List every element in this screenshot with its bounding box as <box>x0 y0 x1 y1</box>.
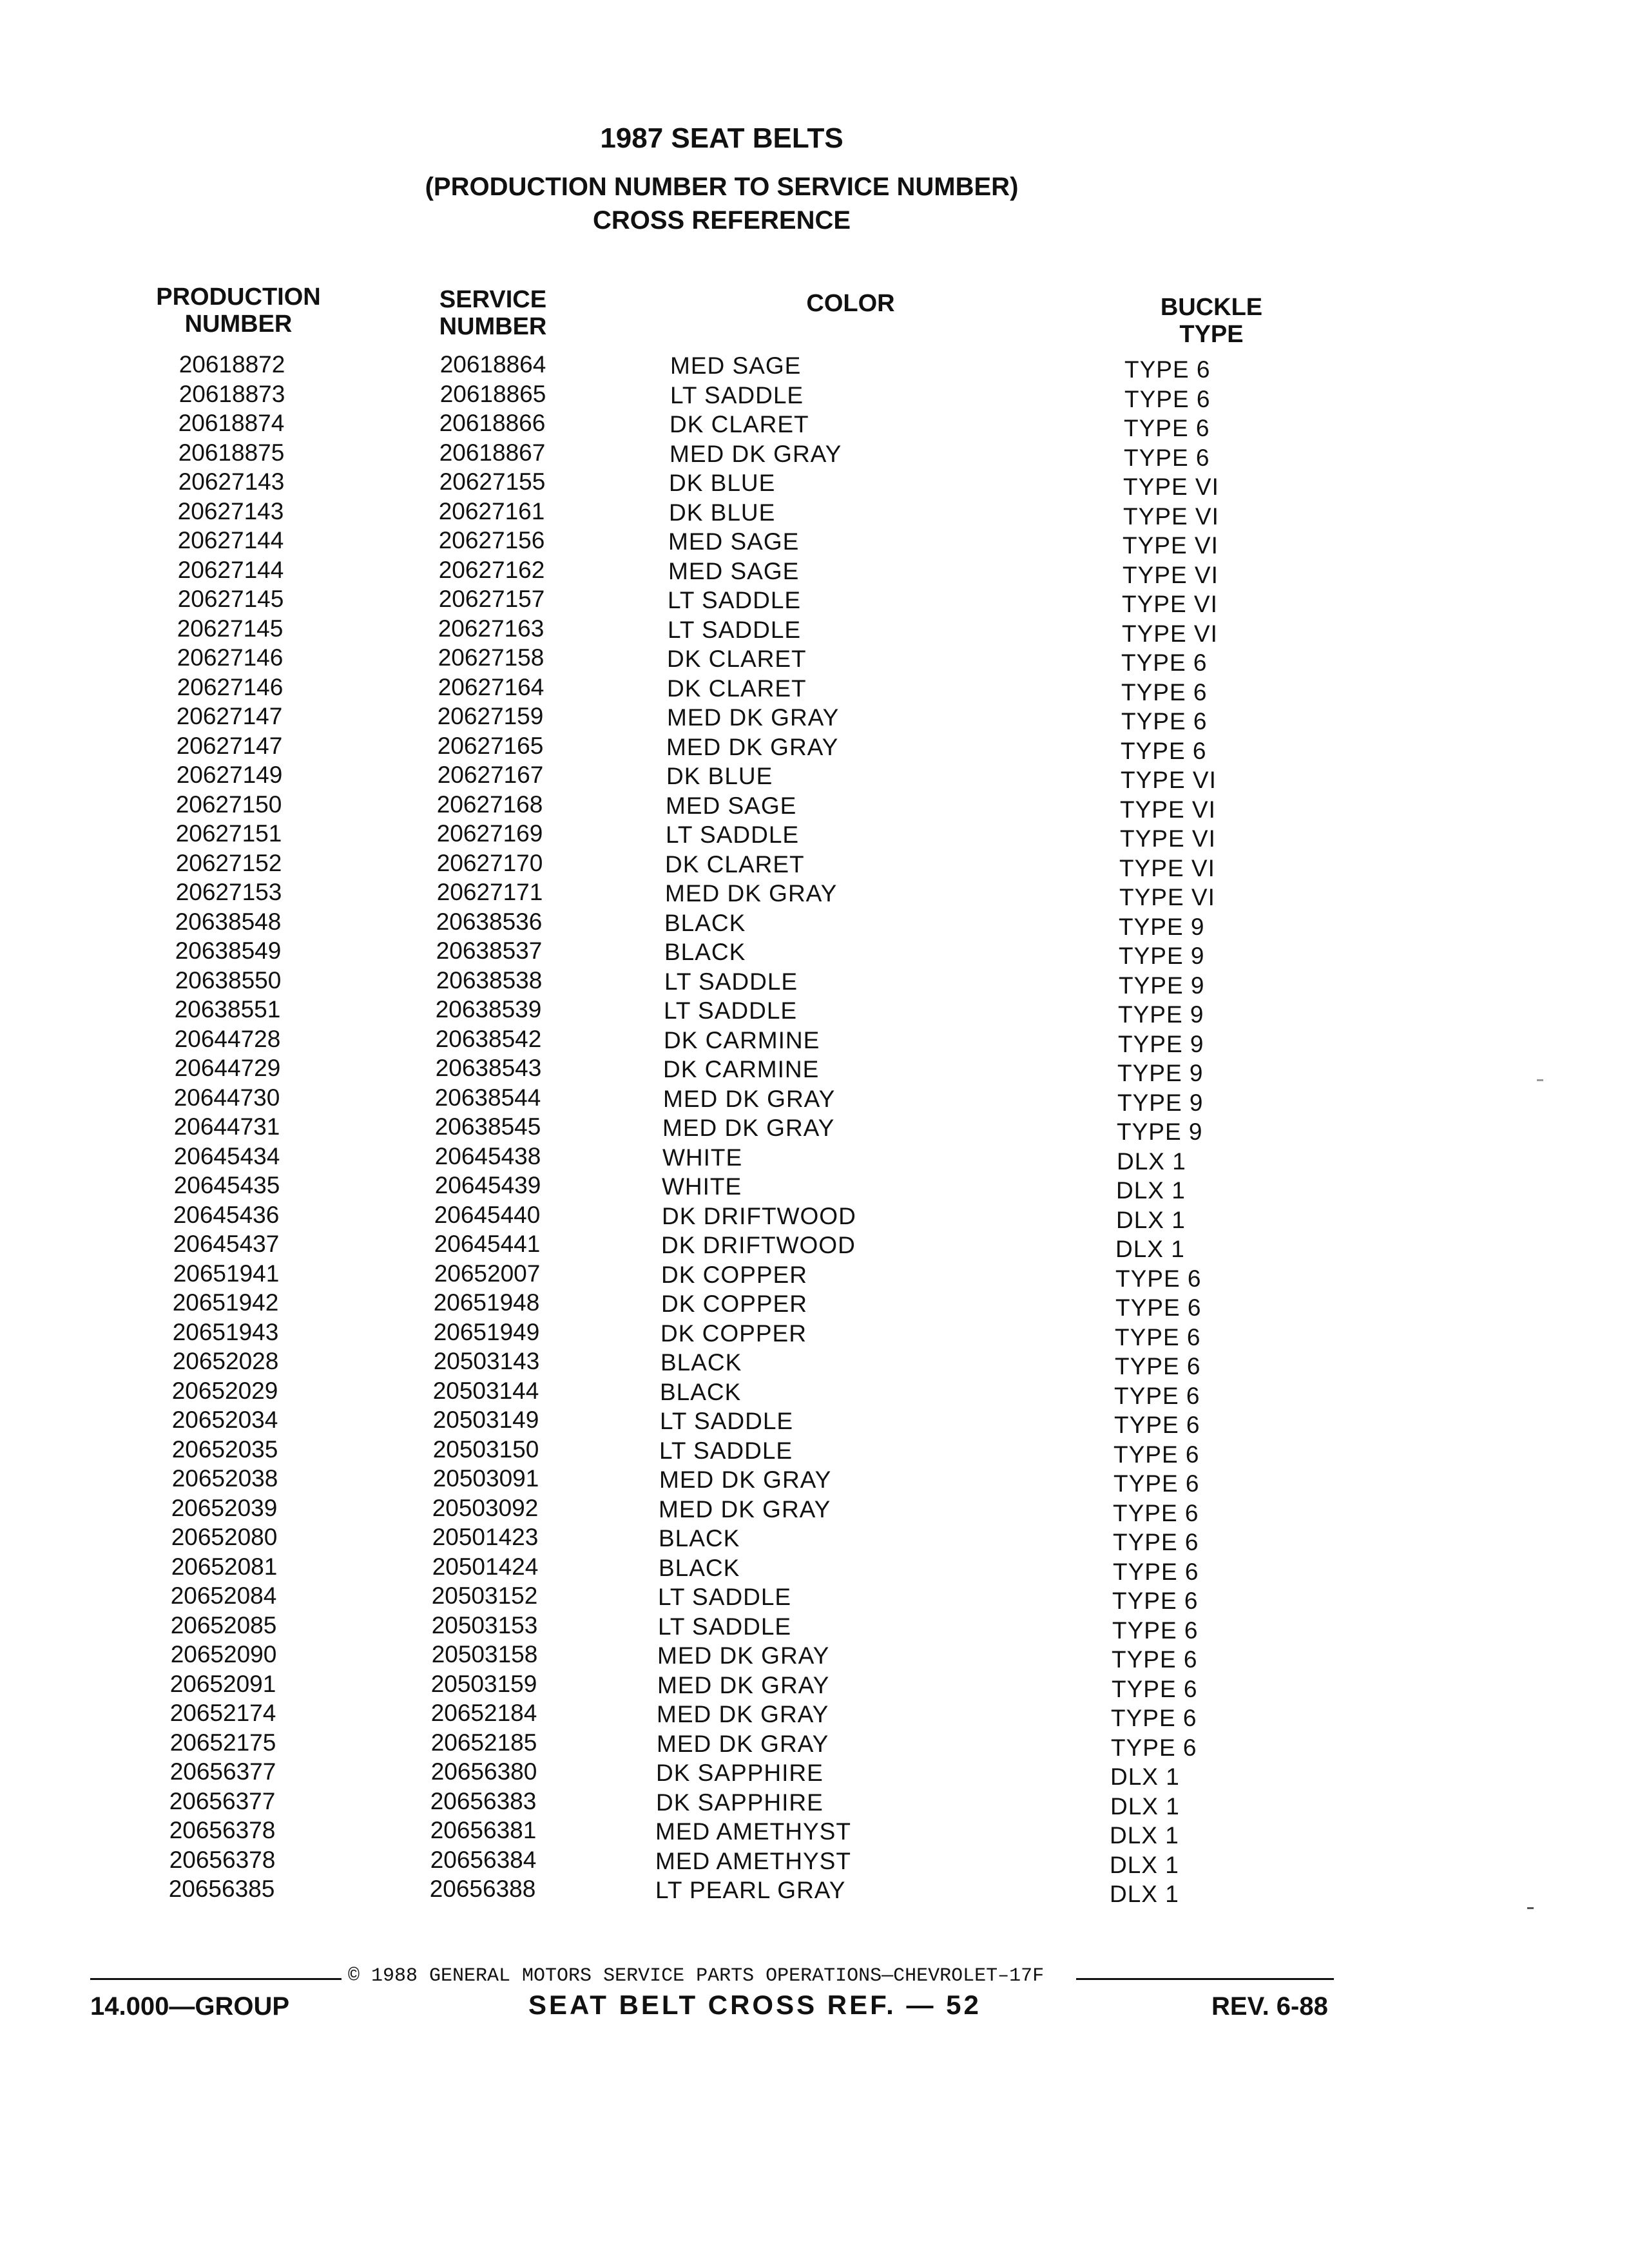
production-number: 20627153 <box>175 879 282 905</box>
table-row <box>0 1319 1629 1349</box>
service-number: 20618865 <box>439 381 546 407</box>
buckle-type: TYPE VI <box>1120 796 1216 823</box>
production-number: 20638550 <box>175 967 282 994</box>
service-number: 20656384 <box>430 1847 537 1873</box>
table-row <box>0 967 1629 997</box>
color-name: MED DK GRAY <box>666 734 839 760</box>
production-number: 20652035 <box>171 1436 278 1463</box>
production-number: 20656385 <box>168 1876 275 1902</box>
production-number: 20638548 <box>175 908 282 935</box>
color-name: DK SAPPHIRE <box>656 1789 824 1816</box>
table-row <box>0 410 1629 439</box>
table-row <box>0 1612 1629 1642</box>
table-row <box>0 996 1629 1026</box>
service-number: 20645440 <box>434 1202 541 1228</box>
scan-speck <box>1537 1079 1543 1081</box>
color-name: MED SAGE <box>668 528 800 555</box>
service-number: 20503092 <box>432 1495 539 1521</box>
color-name: DK CARMINE <box>663 1056 820 1082</box>
production-number: 20652085 <box>170 1612 277 1639</box>
production-number: 20618875 <box>178 439 285 466</box>
color-name: MED DK GRAY <box>665 880 838 907</box>
buckle-type: TYPE 6 <box>1115 1265 1202 1292</box>
color-name: DK BLUE <box>666 763 773 789</box>
buckle-type: TYPE VI <box>1120 825 1216 852</box>
service-number: 20503144 <box>432 1378 539 1404</box>
table-row <box>0 557 1629 586</box>
color-name: WHITE <box>662 1144 743 1171</box>
color-name: LT SADDLE <box>668 617 802 643</box>
production-number: 20652038 <box>171 1465 278 1492</box>
service-number: 20638538 <box>436 967 543 994</box>
service-number: 20501423 <box>432 1524 539 1550</box>
table-row <box>0 644 1629 674</box>
buckle-type: TYPE VI <box>1123 503 1219 530</box>
buckle-type: DLX 1 <box>1115 1236 1185 1262</box>
buckle-type: TYPE 6 <box>1121 738 1207 764</box>
buckle-type: TYPE 9 <box>1117 1119 1203 1145</box>
production-number: 20652029 <box>171 1378 278 1404</box>
buckle-type: TYPE 6 <box>1121 679 1208 706</box>
buckle-type: TYPE 6 <box>1121 649 1208 676</box>
buckle-type: TYPE VI <box>1123 532 1219 559</box>
buckle-type: TYPE 6 <box>1113 1441 1200 1468</box>
table-row <box>0 733 1629 762</box>
production-number: 20627146 <box>177 674 284 700</box>
color-name: MED SAGE <box>666 793 797 819</box>
color-name: LT SADDLE <box>664 968 798 995</box>
table-row <box>0 1055 1629 1084</box>
service-number: 20618866 <box>439 410 546 436</box>
color-name: BLACK <box>664 939 746 965</box>
buckle-type: TYPE 9 <box>1117 1090 1204 1116</box>
production-number: 20651943 <box>172 1319 279 1345</box>
buckle-type: DLX 1 <box>1110 1881 1179 1907</box>
table-row <box>0 586 1629 615</box>
buckle-type: TYPE 9 <box>1119 914 1205 940</box>
color-name: LT PEARL GRAY <box>655 1877 846 1903</box>
production-number: 20638551 <box>174 996 281 1023</box>
service-number: 20627165 <box>437 733 544 759</box>
table-row <box>0 791 1629 821</box>
header-color-label: COLOR <box>806 290 895 317</box>
buckle-type: TYPE VI <box>1119 855 1215 881</box>
service-number: 20627159 <box>437 703 544 729</box>
production-number: 20645436 <box>173 1202 280 1228</box>
color-name: DK CLARET <box>670 411 809 437</box>
color-name: BLACK <box>660 1349 742 1376</box>
page-title: 1987 SEAT BELTS <box>600 122 843 154</box>
color-name: LT SADDLE <box>666 822 800 848</box>
production-number: 20627143 <box>177 498 284 524</box>
buckle-type: TYPE 6 <box>1114 1412 1200 1438</box>
buckle-type: TYPE VI <box>1123 562 1219 588</box>
table-row <box>0 1378 1629 1407</box>
color-name: MED DK GRAY <box>667 704 840 731</box>
production-number: 20618874 <box>178 410 285 436</box>
buckle-type: TYPE 9 <box>1119 943 1205 969</box>
buckle-type: TYPE 6 <box>1121 708 1208 735</box>
production-number: 20644728 <box>174 1026 281 1052</box>
color-name: LT SADDLE <box>658 1613 792 1640</box>
buckle-type: TYPE 6 <box>1124 415 1210 441</box>
service-number: 20638543 <box>435 1055 542 1081</box>
header-production-line2: NUMBER <box>184 311 293 338</box>
buckle-type: TYPE 6 <box>1113 1529 1199 1555</box>
color-name: DK DRIFTWOOD <box>661 1232 856 1258</box>
production-number: 20656377 <box>169 1758 276 1785</box>
color-name: DK BLUE <box>669 499 776 526</box>
table-row <box>0 1817 1629 1847</box>
service-number: 20503149 <box>432 1407 539 1433</box>
production-number: 20652080 <box>171 1524 278 1550</box>
service-number: 20618867 <box>439 439 546 466</box>
production-number: 20652091 <box>169 1671 276 1697</box>
buckle-type: TYPE 6 <box>1115 1353 1201 1379</box>
table-row <box>0 1231 1629 1260</box>
buckle-type: TYPE 6 <box>1113 1559 1199 1585</box>
color-name: MED DK GRAY <box>670 441 842 467</box>
table-row <box>0 908 1629 938</box>
production-number: 20651942 <box>172 1289 279 1316</box>
buckle-type: DLX 1 <box>1110 1852 1179 1878</box>
table-row <box>0 439 1629 469</box>
table-row <box>0 1465 1629 1495</box>
production-number: 20644729 <box>174 1055 281 1081</box>
buckle-type: TYPE 6 <box>1113 1500 1199 1526</box>
table-row <box>0 1348 1629 1378</box>
table-row <box>0 1641 1629 1671</box>
production-number: 20627145 <box>177 586 284 612</box>
color-name: DK CARMINE <box>664 1027 820 1053</box>
revision-label: REV. 6-88 <box>1211 1992 1328 2021</box>
color-name: LT SADDLE <box>659 1437 793 1464</box>
production-number: 20656378 <box>169 1847 276 1873</box>
buckle-type: TYPE 9 <box>1117 1060 1204 1086</box>
table-row <box>0 1582 1629 1612</box>
footer-rule-left <box>90 1978 342 1980</box>
color-name: MED DK GRAY <box>663 1086 836 1112</box>
service-number: 20627169 <box>436 820 543 847</box>
table-row <box>0 527 1629 557</box>
color-name: LT SADDLE <box>664 997 798 1024</box>
page-subtitle-2: CROSS REFERENCE <box>592 206 851 235</box>
buckle-type: TYPE 6 <box>1124 445 1210 471</box>
service-number: 20652007 <box>434 1260 541 1287</box>
buckle-type: TYPE 6 <box>1112 1617 1199 1644</box>
buckle-type: DLX 1 <box>1116 1207 1186 1233</box>
service-number: 20618864 <box>439 351 546 378</box>
table-row <box>0 1495 1629 1524</box>
buckle-type: TYPE 6 <box>1112 1676 1198 1702</box>
table-row <box>0 1084 1629 1114</box>
production-number: 20627146 <box>177 644 284 671</box>
service-number: 20651949 <box>433 1319 540 1345</box>
color-name: MED DK GRAY <box>657 1672 830 1698</box>
page-subtitle: (PRODUCTION NUMBER TO SERVICE NUMBER) <box>425 173 1019 201</box>
table-row <box>0 1260 1629 1290</box>
service-number: 20627155 <box>439 468 546 495</box>
table-row <box>0 703 1629 733</box>
group-number: 14.000—GROUP <box>90 1992 290 2021</box>
buckle-type: TYPE 6 <box>1124 356 1211 383</box>
service-number: 20501424 <box>432 1553 539 1580</box>
color-name: LT SADDLE <box>668 587 802 613</box>
color-name: BLACK <box>659 1555 740 1581</box>
color-name: BLACK <box>659 1525 740 1552</box>
production-number: 20652034 <box>171 1407 278 1433</box>
table-row <box>0 1671 1629 1700</box>
service-number: 20645441 <box>434 1231 541 1257</box>
color-name: DK BLUE <box>669 470 776 496</box>
color-name: DK COPPER <box>661 1291 807 1317</box>
footer-rule-right <box>1076 1978 1334 1980</box>
service-number: 20638544 <box>434 1084 541 1111</box>
production-number: 20645437 <box>173 1231 280 1257</box>
production-number: 20645434 <box>173 1143 280 1169</box>
service-number: 20627163 <box>438 615 545 642</box>
buckle-type: TYPE VI <box>1122 591 1218 617</box>
service-number: 20656388 <box>429 1876 536 1902</box>
production-number: 20652081 <box>171 1553 278 1580</box>
color-name: MED SAGE <box>670 352 802 379</box>
service-number: 20503152 <box>431 1582 538 1609</box>
color-name: DK CLARET <box>667 675 807 702</box>
production-number: 20627149 <box>176 762 283 788</box>
buckle-type: DLX 1 <box>1117 1148 1186 1175</box>
color-name: MED DK GRAY <box>659 1466 832 1493</box>
production-number: 20638549 <box>175 937 282 964</box>
service-number: 20638545 <box>434 1113 541 1140</box>
color-name: MED AMETHYST <box>655 1818 851 1845</box>
table-row <box>0 1553 1629 1583</box>
service-number: 20638539 <box>435 996 542 1023</box>
table-row <box>0 1202 1629 1231</box>
production-number: 20652039 <box>171 1495 278 1521</box>
color-name: BLACK <box>660 1379 742 1405</box>
buckle-type: TYPE 6 <box>1124 386 1211 412</box>
production-number: 20644731 <box>173 1113 280 1140</box>
production-number: 20627152 <box>175 850 282 876</box>
production-number: 20618873 <box>178 381 285 407</box>
service-number: 20652185 <box>430 1729 537 1756</box>
buckle-type: TYPE VI <box>1123 474 1219 500</box>
color-name: LT SADDLE <box>660 1408 794 1434</box>
color-name: MED DK GRAY <box>659 1496 831 1523</box>
table-row <box>0 1407 1629 1436</box>
service-number: 20627164 <box>438 674 545 700</box>
color-name: DK CLARET <box>667 646 807 672</box>
production-number: 20627144 <box>177 557 284 583</box>
table-row <box>0 1700 1629 1729</box>
production-number: 20627147 <box>176 733 283 759</box>
color-name: DK SAPPHIRE <box>656 1760 824 1786</box>
table-row <box>0 1524 1629 1553</box>
header-buckle-line2: TYPE <box>1179 321 1244 348</box>
table-row <box>0 1289 1629 1319</box>
production-number: 20627144 <box>177 527 284 553</box>
production-number: 20627147 <box>176 703 283 729</box>
color-name: MED DK GRAY <box>657 1701 829 1727</box>
color-name: BLACK <box>664 910 746 936</box>
buckle-type: TYPE 6 <box>1112 1588 1199 1614</box>
color-name: LT SADDLE <box>658 1584 792 1610</box>
service-number: 20503150 <box>432 1436 539 1463</box>
color-name: MED DK GRAY <box>657 1731 829 1757</box>
table-row <box>0 1758 1629 1788</box>
table-row <box>0 1113 1629 1143</box>
table-row <box>0 1788 1629 1818</box>
production-number: 20656378 <box>169 1817 276 1843</box>
service-number: 20627161 <box>438 498 545 524</box>
buckle-type: TYPE 6 <box>1113 1470 1200 1497</box>
service-number: 20627168 <box>436 791 543 818</box>
production-number: 20656377 <box>169 1788 276 1814</box>
buckle-type: TYPE 6 <box>1111 1735 1197 1761</box>
production-number: 20644730 <box>173 1084 280 1111</box>
buckle-type: DLX 1 <box>1110 1793 1180 1820</box>
color-name: DK DRIFTWOOD <box>662 1203 856 1229</box>
color-name: LT SADDLE <box>670 382 804 408</box>
production-number: 20627150 <box>175 791 282 818</box>
table-row <box>0 1436 1629 1466</box>
color-name: MED DK GRAY <box>657 1642 830 1669</box>
production-number: 20651941 <box>173 1260 280 1287</box>
buckle-type: TYPE VI <box>1119 884 1215 910</box>
service-number: 20645438 <box>434 1143 541 1169</box>
table-row <box>0 674 1629 704</box>
service-number: 20627170 <box>436 850 543 876</box>
header-production-line1: PRODUCTION <box>156 284 321 311</box>
table-row <box>0 1143 1629 1173</box>
service-number: 20503153 <box>431 1612 538 1639</box>
service-number: 20651948 <box>433 1289 540 1316</box>
service-number: 20627162 <box>438 557 545 583</box>
color-name: MED AMETHYST <box>655 1848 851 1874</box>
header-buckle-line1: BUCKLE <box>1160 294 1263 321</box>
table-row <box>0 381 1629 410</box>
page-footer-title: SEAT BELT CROSS REF. — 52 <box>528 1990 981 2020</box>
buckle-type: DLX 1 <box>1110 1763 1180 1790</box>
table-row <box>0 351 1629 381</box>
table-row <box>0 820 1629 850</box>
service-number: 20652184 <box>430 1700 537 1726</box>
buckle-type: TYPE VI <box>1122 620 1218 647</box>
table-row <box>0 1729 1629 1759</box>
production-number: 20645435 <box>173 1172 280 1198</box>
color-name: MED DK GRAY <box>662 1115 835 1141</box>
buckle-type: TYPE 9 <box>1119 972 1205 999</box>
service-number: 20503143 <box>433 1348 540 1374</box>
copyright-notice: © 1988 GENERAL MOTORS SERVICE PARTS OPERATIONS—CHEVROLET–17F <box>348 1965 1045 1987</box>
buckle-type: TYPE 6 <box>1112 1646 1198 1673</box>
table-row <box>0 1876 1629 1905</box>
table-row <box>0 1847 1629 1876</box>
service-number: 20503159 <box>430 1671 537 1697</box>
table-row <box>0 1026 1629 1055</box>
service-number: 20638542 <box>435 1026 542 1052</box>
color-name: MED SAGE <box>668 558 800 584</box>
production-number: 20627151 <box>175 820 282 847</box>
header-service-line2: NUMBER <box>439 313 547 340</box>
service-number: 20627156 <box>438 527 545 553</box>
service-number: 20656380 <box>430 1758 537 1785</box>
color-name: DK COPPER <box>660 1320 807 1347</box>
production-number: 20652090 <box>170 1641 277 1667</box>
service-number: 20638537 <box>436 937 543 964</box>
production-number: 20652028 <box>172 1348 279 1374</box>
service-number: 20627157 <box>438 586 545 612</box>
service-number: 20627171 <box>436 879 543 905</box>
table-row <box>0 468 1629 498</box>
buckle-type: TYPE 6 <box>1115 1324 1201 1350</box>
buckle-type: TYPE 6 <box>1115 1294 1202 1321</box>
buckle-type: DLX 1 <box>1116 1177 1186 1204</box>
service-number: 20627158 <box>438 644 545 671</box>
service-number: 20503158 <box>431 1641 538 1667</box>
service-number: 20656383 <box>430 1788 537 1814</box>
buckle-type: DLX 1 <box>1110 1822 1179 1849</box>
production-number: 20627143 <box>178 468 285 495</box>
table-row <box>0 498 1629 528</box>
color-name: DK COPPER <box>661 1262 807 1288</box>
table-row <box>0 850 1629 879</box>
scan-speck <box>1527 1907 1534 1909</box>
buckle-type: TYPE 9 <box>1118 1001 1204 1028</box>
production-number: 20627145 <box>177 615 284 642</box>
table-row <box>0 615 1629 645</box>
production-number: 20652174 <box>169 1700 276 1726</box>
buckle-type: TYPE 9 <box>1118 1031 1204 1057</box>
production-number: 20652175 <box>169 1729 276 1756</box>
service-number: 20645439 <box>434 1172 541 1198</box>
table-row <box>0 879 1629 908</box>
table-row <box>0 937 1629 967</box>
buckle-type: TYPE 6 <box>1111 1705 1197 1731</box>
buckle-type: TYPE 6 <box>1114 1383 1200 1409</box>
production-number: 20618872 <box>178 351 285 378</box>
service-number: 20503091 <box>432 1465 539 1492</box>
table-row <box>0 762 1629 791</box>
production-number: 20652084 <box>170 1582 277 1609</box>
header-service-line1: SERVICE <box>439 286 547 313</box>
color-name: DK CLARET <box>665 851 805 878</box>
service-number: 20627167 <box>437 762 544 788</box>
service-number: 20656381 <box>430 1817 537 1843</box>
color-name: WHITE <box>662 1173 742 1200</box>
buckle-type: TYPE VI <box>1121 767 1217 793</box>
service-number: 20638536 <box>436 908 543 935</box>
table-row <box>0 1172 1629 1202</box>
